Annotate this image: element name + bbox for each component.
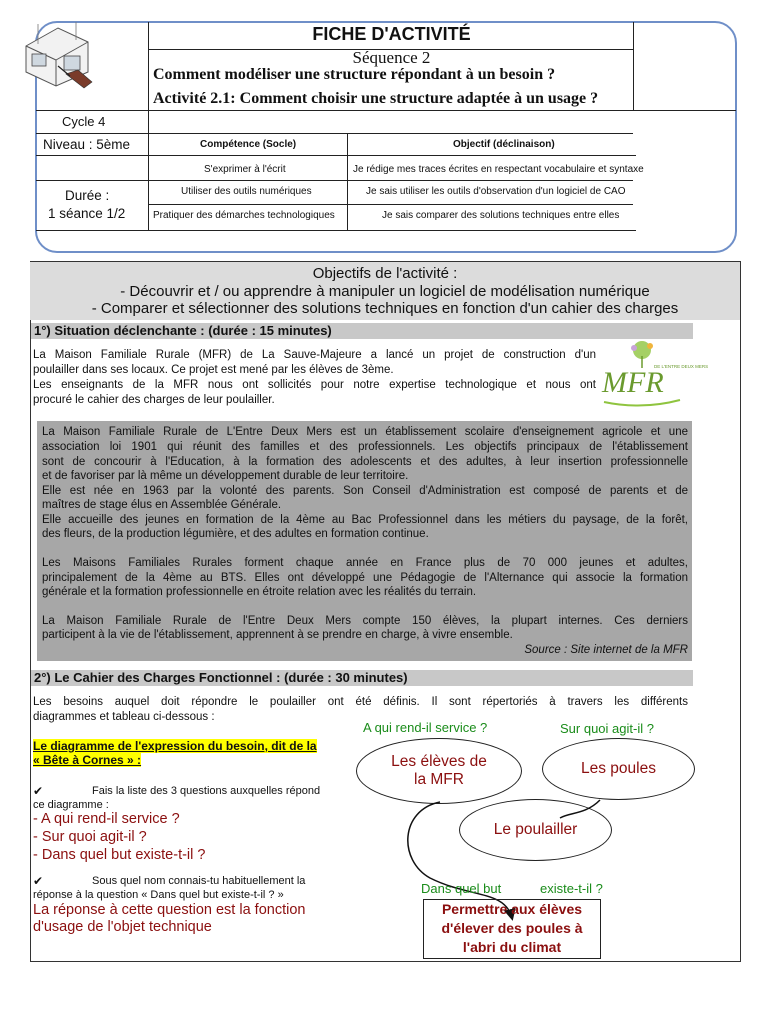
mfr-logo [598, 338, 709, 412]
diagram-title-line: Le diagramme de l'expression du besoin, dit de la [33, 739, 317, 753]
level-label: Niveau : 5ème [43, 137, 131, 152]
objective-item: - Découvrir et / ou apprendre à manipuler un logiciel de modélisation numérique [120, 283, 650, 300]
label-who-served: A qui rend-il service ? [363, 720, 488, 735]
header-divider [148, 133, 633, 134]
mfr-text-line: sont de concourir à l'Education, à la formation des adolescents et des adultes, à leur insertion professionnelle [42, 456, 688, 468]
mfr-text-line: principalement de la 4ème au BTS. Elles ont développé une Pédagogie de l'Alternance qui associe la formation [42, 572, 688, 584]
mfr-text-line: générale et la formation professionnelle en étroite relation avec les réalités du terrain. [42, 586, 477, 598]
intro-paragraph-line: Les enseignants de la MFR nous ont sollicités pour notre expertise technologique et nous ont [33, 379, 596, 391]
objective-cell: Je sais comparer des solutions techniques entre elles [382, 210, 620, 221]
header-divider [633, 22, 634, 110]
header-divider [148, 180, 633, 181]
competence-cell: Utiliser des outils numériques [181, 186, 312, 197]
header-divider [148, 204, 633, 205]
oval-henhouse [459, 799, 612, 861]
mfr-text-line: maîtres de stage élus en Assemblée Générale. [42, 499, 282, 511]
sequence-title: Séquence 2 [352, 48, 431, 67]
competence-header: Compétence (Socle) [200, 139, 297, 150]
section-2-intro-line: diagrammes et tableau ci-dessous : [33, 711, 215, 723]
cycle-label: Cycle 4 [62, 114, 106, 129]
header-divider [36, 230, 636, 231]
task-2-line: Sous quel nom connais-tu habituellement la [92, 875, 306, 887]
mfr-source: Source : Site internet de la MFR [524, 644, 688, 656]
header-divider [36, 180, 148, 181]
task-1-line: ce diagramme : [33, 799, 109, 811]
section-1-heading: 1°) Situation déclenchante : (durée : 15 minutes) [31, 323, 693, 339]
intro-paragraph-line: La Maison Familiale Rurale (MFR) de La Sauve-Majeure a lancé un projet de construction d'un [33, 349, 596, 361]
header-divider [36, 133, 148, 134]
oval-chickens-text: Les poules [581, 760, 656, 777]
task-2-line: réponse à la question « Dans quel but existe-t-il ? » [33, 889, 284, 901]
house-sketch-logo [18, 16, 94, 92]
header-divider [347, 133, 348, 230]
objective-item: - Comparer et sélectionner des solutions techniques en fonction d'un cahier des charges [91, 300, 679, 317]
mfr-text-line: participent à la vie de l'établissement, apprennent à se prendre en charge, à vivre ensemble. [42, 629, 513, 641]
mfr-logo-text: MFR [602, 366, 664, 399]
mfr-text-line: La Maison Familiale Rurale de L'Entre Deux Mers est un établissement scolaire d'enseignement agricole et une [42, 426, 688, 438]
usage-function-line: d'élever des poules à [441, 920, 583, 936]
question-answer: - Sur quoi agit-il ? [33, 829, 147, 845]
oval-chickens [542, 738, 695, 800]
competence-cell: Pratiquer des démarches technologiques [153, 210, 335, 221]
question-answer: - Dans quel but existe-t-il ? [33, 847, 206, 863]
objective-header: Objectif (déclinaison) [453, 139, 555, 150]
mfr-text-line: des fleurs, de la production légumière, et des adultes en formation continue. [42, 528, 429, 540]
oval-henhouse-text: Le poulailler [493, 821, 578, 838]
label-purpose: existe-t-il ? [540, 881, 603, 896]
diagram-title [33, 739, 317, 754]
diagram-title [33, 753, 141, 768]
duration-label: Durée : [65, 188, 110, 203]
task-1-line: Fais la liste des 3 questions auxquelles répond [92, 785, 321, 797]
checkmark-icon: ✔ [33, 874, 44, 888]
objective-cell: Je rédige mes traces écrites en respectant vocabulaire et syntaxe [353, 164, 644, 175]
section-2-intro-line: Les besoins auquel doit répondre le poulailler ont été définis. Il sont répertoriés à travers les différents [33, 696, 688, 708]
mfr-logo-caption: DE L'ENTRE DEUX MERS [654, 364, 709, 369]
label-purpose: Dans quel but [421, 881, 502, 896]
objective-cell: Je sais utiliser les outils d'observation d'un logiciel de CAO [366, 186, 626, 197]
objectives-title: Objectifs de l'activité : [312, 265, 458, 282]
intro-paragraph-line: poulailler dans ses locaux. Ce projet est mené par les élèves de 3ème. [33, 364, 394, 376]
answer-line: La réponse à cette question est la fonction [33, 902, 306, 918]
mfr-text-line: La Maison Familiale Rurale de l'Entre Deux Mers compte 150 élèves, la plupart internes. Ces derniers [42, 615, 688, 627]
oval-students [356, 738, 522, 804]
header-divider [148, 22, 149, 230]
answer-line: d'usage de l'objet technique [33, 919, 212, 935]
header-divider [36, 155, 636, 156]
section-2-heading: 2°) Le Cahier des Charges Fonctionnel : (durée : 30 minutes) [31, 670, 693, 686]
competence-cell: S'exprimer à l'écrit [204, 164, 286, 175]
label-acts-on: Sur quoi agit-il ? [560, 721, 654, 736]
activity-title: Activité 2.1: Comment choisir une structure adaptée à un usage ? [153, 90, 599, 107]
oval-students-line: Les élèves de [391, 753, 487, 770]
checkmark-icon: ✔ [33, 784, 44, 798]
mfr-text-line: Elle est née en 1963 par la volonté des parents. Son Conseil d'Administration est composé de parents et de [42, 485, 688, 497]
usage-function-box [423, 899, 601, 959]
header-divider [36, 110, 736, 111]
usage-function-line: Permettre aux élèves [441, 901, 583, 917]
mfr-text-line: association loi 1901 qui réunit des familles et des professionnels. Les objectifs principaux de l'établissement [42, 441, 688, 453]
duration-value: 1 séance 1/2 [48, 206, 126, 221]
diagram-title-line: « Bête à Cornes » : [33, 753, 142, 767]
oval-students-line: la MFR [414, 771, 464, 788]
usage-function-line: l'abri du climat [462, 939, 562, 955]
mfr-text-line: et de favoriser par là même un développement durable de leur territoire. [42, 470, 409, 482]
sequence-question: Comment modéliser une structure répondant à un besoin ? [153, 66, 556, 83]
mfr-text-line: Elle accueille des jeunes en formation de la 4ème au Bac Professionnel dans les métiers du paysage, de la forêt, [42, 514, 688, 526]
mfr-text-line: Les Maisons Familiales Rurales forment chaque année en France plus de 70 000 jeunes et adultes, [42, 557, 688, 569]
question-answer: - A qui rend-il service ? [33, 811, 180, 827]
intro-paragraph-line: procuré le cahier des charges de leur poulailler. [33, 394, 275, 406]
page-title: FICHE D'ACTIVITÉ [312, 24, 471, 44]
